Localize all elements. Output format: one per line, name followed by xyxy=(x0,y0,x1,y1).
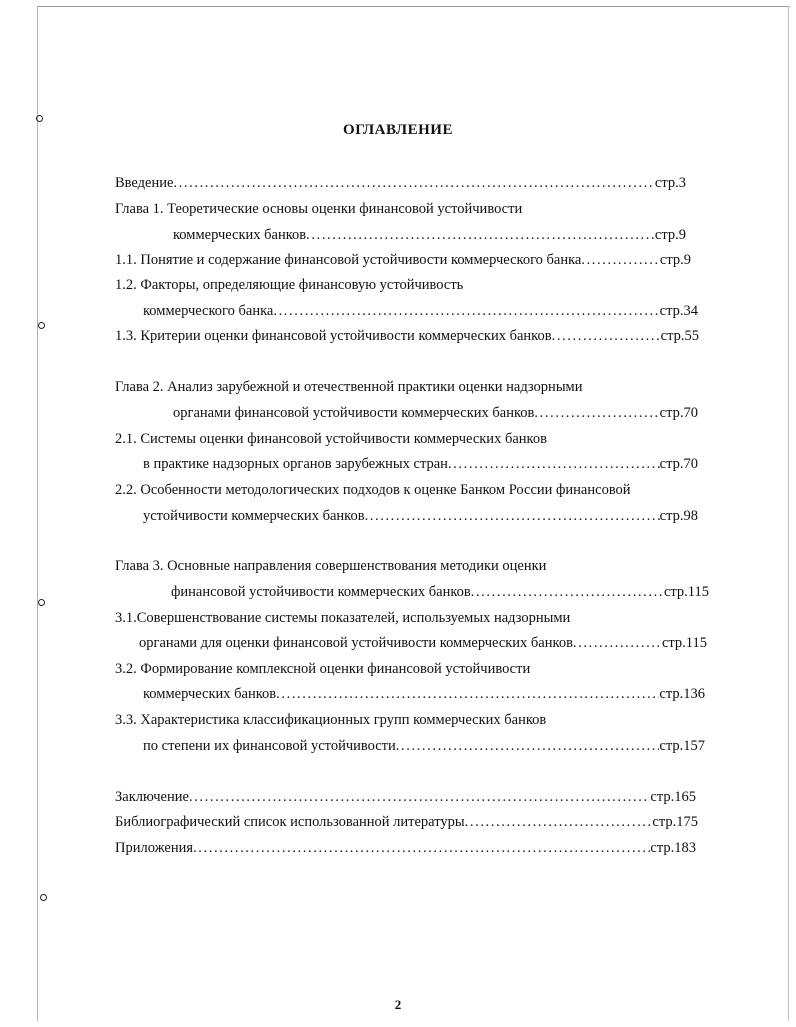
toc-entry-2-2 xyxy=(115,480,631,500)
toc-entry-text: органами для оценки финансовой устойчивости коммерческих банков xyxy=(139,635,573,651)
toc-entry-page: стр.34 xyxy=(659,303,698,319)
toc-entry-text: Библиографический список использованной литературы xyxy=(115,814,465,830)
toc-leader-dots xyxy=(276,684,659,704)
toc-entry-1-1 xyxy=(115,250,691,270)
page-number: 2 xyxy=(394,997,402,1012)
toc-entry-text: 2.2. Особенности методологических подходов к оценке Банком России финансовой xyxy=(115,482,631,498)
toc-entry-page: стр.70 xyxy=(659,456,698,472)
toc-entry-text: Глава 1. Теоретические основы оценки финансовой устойчивости xyxy=(115,201,523,217)
toc-entry-text: Глава 3. Основные направления совершенствования методики оценки xyxy=(115,558,547,574)
toc-entry-chapter-2 xyxy=(115,377,583,397)
toc-entry-text: в практике надзорных органов зарубежных стран xyxy=(143,456,448,472)
toc-entry-text: коммерческих банков xyxy=(143,686,277,702)
toc-entry-page: стр.55 xyxy=(660,328,699,344)
toc-entry-page: стр.157 xyxy=(659,738,705,754)
toc-entry-3-2 xyxy=(115,659,530,679)
binder-hole-icon xyxy=(36,115,43,122)
toc-entry-page: стр.115 xyxy=(661,635,707,651)
toc-leader-dots xyxy=(396,736,660,756)
toc-entry-page: стр.3 xyxy=(654,175,686,191)
toc-entry-text: 3.1.Совершенствование системы показателей, используемых надзорными xyxy=(115,610,571,626)
toc-entry-text: Приложения xyxy=(115,840,194,856)
toc-entry-text: по степени их финансовой устойчивости xyxy=(143,738,396,754)
toc-entry-text: финансовой устойчивости коммерческих банков xyxy=(171,584,471,600)
toc-entry-3-3 xyxy=(115,710,546,730)
toc-leader-dots xyxy=(306,225,655,245)
toc-entry-text: 1.2. Факторы, определяющие финансовую устойчивость xyxy=(115,277,464,293)
toc-entry-1-3 xyxy=(115,326,699,346)
toc-entry-appendices xyxy=(115,838,696,858)
toc-entry-2-2-cont xyxy=(143,506,698,526)
toc-entry-3-1-cont xyxy=(139,633,707,653)
toc-entry-1-2-cont xyxy=(143,301,698,321)
toc-entry-introduction xyxy=(115,173,686,193)
toc-entry-chapter-3-cont xyxy=(171,582,709,602)
toc-entry-3-1 xyxy=(115,608,570,628)
toc-entry-text: 3.3. Характеристика классификационных групп коммерческих банков xyxy=(115,712,547,728)
toc-entry-page: стр.136 xyxy=(659,686,705,702)
binder-hole-icon xyxy=(38,322,45,329)
toc-entry-chapter-1 xyxy=(115,199,522,219)
toc-entry-page: стр.9 xyxy=(654,227,686,243)
toc-entry-text: коммерческих банков xyxy=(173,227,307,243)
page-border-right xyxy=(788,6,789,1021)
toc-entry-2-1 xyxy=(115,429,547,449)
toc-leader-dots xyxy=(534,403,659,423)
toc-entry-text: 1.3. Критерии оценки финансовой устойчивости коммерческих банков xyxy=(115,328,552,344)
toc-entry-2-1-cont xyxy=(143,454,698,474)
toc-leader-dots xyxy=(173,173,654,193)
toc-leader-dots xyxy=(273,301,659,321)
toc-entry-text: 2.1. Системы оценки финансовой устойчивости коммерческих банков xyxy=(115,431,547,447)
binder-hole-icon xyxy=(38,599,45,606)
toc-entry-text: Глава 2. Анализ зарубежной и отечественной практики оценки надзорными xyxy=(115,379,583,395)
toc-entry-page: стр.98 xyxy=(659,508,698,524)
toc-entry-1-2 xyxy=(115,275,463,295)
toc-entry-chapter-2-cont xyxy=(173,403,698,423)
toc-entry-page: стр.70 xyxy=(659,405,698,421)
toc-leader-dots xyxy=(581,250,660,270)
toc-leader-dots xyxy=(552,326,661,346)
toc-entry-text: устойчивости коммерческих банков xyxy=(143,508,365,524)
toc-leader-dots xyxy=(573,633,662,653)
toc-leader-dots xyxy=(448,454,660,474)
page-border-top xyxy=(38,6,790,7)
toc-entry-3-2-cont xyxy=(143,684,705,704)
page-border-left xyxy=(37,6,38,1021)
toc-entry-text: 1.1. Понятие и содержание финансовой устойчивости коммерческого банка xyxy=(115,252,582,268)
toc-entry-page: стр.165 xyxy=(650,789,696,805)
toc-leader-dots xyxy=(365,506,660,526)
toc-leader-dots xyxy=(193,838,650,858)
toc-entry-text: Введение xyxy=(115,175,174,191)
toc-entry-text: Заключение xyxy=(115,789,189,805)
toc-entry-3-3-cont xyxy=(143,736,705,756)
toc-leader-dots xyxy=(471,582,664,602)
toc-entry-page: стр.183 xyxy=(650,840,696,856)
toc-entry-text: 3.2. Формирование комплексной оценки финансовой устойчивости xyxy=(115,661,531,677)
toc-entry-bibliography xyxy=(115,812,698,832)
document-title: ОГЛАВЛЕНИЕ xyxy=(343,122,453,138)
toc-entry-text: органами финансовой устойчивости коммерческих банков xyxy=(173,405,535,421)
toc-entry-chapter-3 xyxy=(115,556,546,576)
toc-entry-chapter-1-cont xyxy=(173,225,686,245)
toc-entry-page: стр.175 xyxy=(652,814,698,830)
toc-entry-page: стр.115 xyxy=(663,584,709,600)
toc-entry-conclusion xyxy=(115,787,696,807)
toc-leader-dots xyxy=(465,812,653,832)
binder-hole-icon xyxy=(40,894,47,901)
toc-leader-dots xyxy=(189,787,650,807)
toc-entry-page: стр.9 xyxy=(659,252,691,268)
toc-entry-text: коммерческого банка xyxy=(143,303,274,319)
